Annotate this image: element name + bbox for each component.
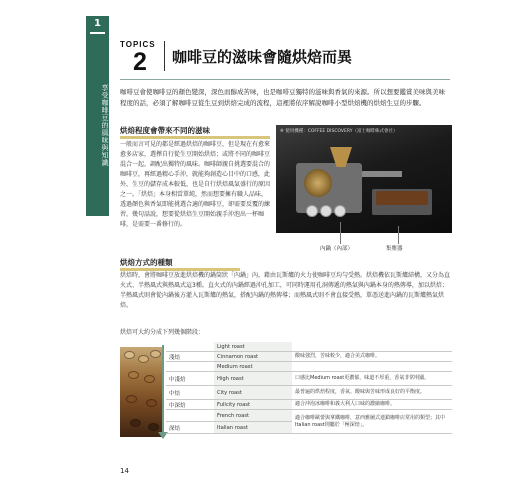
roast-degree (166, 410, 214, 422)
roast-description: 最普遍的烘焙程度，香氣、酸味與苦味形成良好的平衡度。 (292, 386, 452, 400)
topics-number: 2 (133, 48, 147, 76)
roast-name: Italian roast (214, 422, 292, 434)
roast-description: 酸味強烈，苦味較少，適合美式咖啡。 (292, 352, 452, 362)
table-row (166, 386, 452, 400)
bean-icon (130, 419, 141, 427)
gauge-icon (320, 205, 332, 217)
bean-icon (138, 355, 149, 363)
coffee-beans-gradient-image (120, 347, 163, 437)
roast-degree: 中深焙 (166, 400, 214, 410)
roast-name: Cinnamon roast (214, 352, 292, 362)
chapter-divider (90, 32, 105, 34)
chapter-side-tab (86, 16, 109, 216)
gauge-icon (334, 205, 346, 217)
roast-degree: 中焙 (166, 386, 214, 400)
bean-icon (148, 423, 159, 431)
roast-degree: 淺焙 (166, 352, 214, 362)
intro-paragraph: 咖啡豆會使咖啡豆的顏色變深，深色而醇成苦味，也是咖啡豆獨特的滋味與香氣的來源。所以想要鑑賞美味與美味程度的話，必須了解咖啡豆從生豆到烘焙完成的流程，這裡將依序解說咖啡小型烘焙機的烘焙生豆的步驟。 (120, 88, 445, 107)
topics-separator (164, 41, 165, 71)
gauge-icon (306, 205, 318, 217)
roast-description (292, 342, 452, 352)
callout-line-inner (340, 222, 341, 244)
roast-name: High roast (214, 372, 292, 386)
roast-name: Medium roast (214, 362, 292, 372)
chapter-title: 享受咖啡豆的風味與知識 (101, 84, 109, 167)
roast-degree (166, 342, 214, 352)
section-body-roast-methods: 烘焙時，會將咖啡豆放進烘焙機的鍋筒狀「內鍋」內，藉由瓦斯爐的火力使咖啡豆均勻受熱。烘焙機依瓦斯爐結構，又分為直火式、半熱風式與熱風式這3種。直火式的內鍋經過沖孔加工，可同時運用孔洞傳遞的熱氣與內鍋本身的熱傳導，加以烘焙；半熱風式則會從內鍋後方灌入瓦斯爐的熱氣，搭配內鍋的熱傳導；而熱風式則不會直接受熱，單憑送進內鍋的瓦斯爐熱氣烘焙。 (120, 272, 451, 309)
roaster-drum (304, 169, 332, 197)
bean-icon (128, 371, 139, 379)
roast-name: City roast (214, 386, 292, 400)
roast-description: 口感比Medium roast更濃郁，味道不厚重，香氣非常明顯。 (292, 372, 452, 386)
bean-icon (126, 395, 137, 403)
roast-description (292, 362, 452, 372)
section-heading-roast-level: 烘焙程度會帶來不同的滋味 (120, 125, 270, 139)
roaster-pipe (362, 171, 402, 177)
page-title: 咖啡豆的滋味會隨烘焙而異 (172, 48, 353, 66)
roast-degree: 深焙 (166, 422, 214, 434)
roast-degree (166, 362, 214, 372)
roast-name: Light roast (214, 342, 292, 352)
section-body-roast-level: 一般而言可見的都是經過烘焙的咖啡豆，但是現在有愈來愈多店家，選擇自行從生豆開始烘焙；或將不同的咖啡豆混合一起，調配出獨特的風味。咖啡師親自挑選要混合的咖啡豆，再經過精心手沖，就能夠創造心目中的口感，此外，生豆的儲存成本較低，也是自行烘焙風氣盛行的原因之一。「烘焙」本身相當單純，然而想要擁有職人品味，透過顏色與香氣即能挑選合適的咖啡豆，卻需要反覆的練習，幾句話說，想要從烘焙生豆開始親手沖泡出一杯咖啡，是需要一番修行的。 (120, 141, 271, 228)
photo-label-inner-drum: 內鍋（內部） (320, 246, 354, 252)
roast-name: French roast (214, 410, 292, 422)
roast-name: Fullcity roast (214, 400, 292, 410)
table-row (166, 362, 452, 372)
table-row (166, 410, 452, 422)
chapter-number: 1 (94, 18, 101, 29)
callout-line-collector (398, 226, 399, 244)
bean-icon (124, 351, 135, 359)
page-number: 14 (120, 467, 129, 475)
table-row (166, 352, 452, 362)
title-rule (120, 79, 450, 80)
roast-progress-arrow (162, 345, 164, 435)
roast-description: 適合咖啡歐蕾與拿鐵咖啡，意西雅圖式連鎖咖啡店常用的類型；其中Italian roast則屬於「極深焙」。 (292, 410, 452, 434)
bean-icon (146, 399, 157, 407)
section-heading-roast-methods: 烘焙方式的種類 (120, 257, 240, 271)
table-row (166, 372, 452, 386)
roasted-beans (376, 191, 428, 205)
stages-intro: 烘焙可大約分成下列幾個階段： (120, 329, 205, 336)
bean-icon (144, 375, 155, 383)
topics-label: TOPICS (120, 40, 156, 49)
roaster-photo (276, 125, 452, 233)
photo-caption: ※ 使用機種：COFFEE DISCOVERY（富士咖啡株式會社） (280, 129, 398, 134)
bean-icon (150, 350, 161, 358)
table-row (166, 400, 452, 410)
topics-block (120, 40, 164, 75)
roast-level-table (166, 342, 452, 434)
photo-label-collector: 集塵器 (386, 246, 403, 252)
roast-degree: 中淺焙 (166, 372, 214, 386)
roast-description: 適合沖泡冰咖啡和義大利人口味的濃縮咖啡。 (292, 400, 452, 410)
table-row (166, 342, 452, 352)
